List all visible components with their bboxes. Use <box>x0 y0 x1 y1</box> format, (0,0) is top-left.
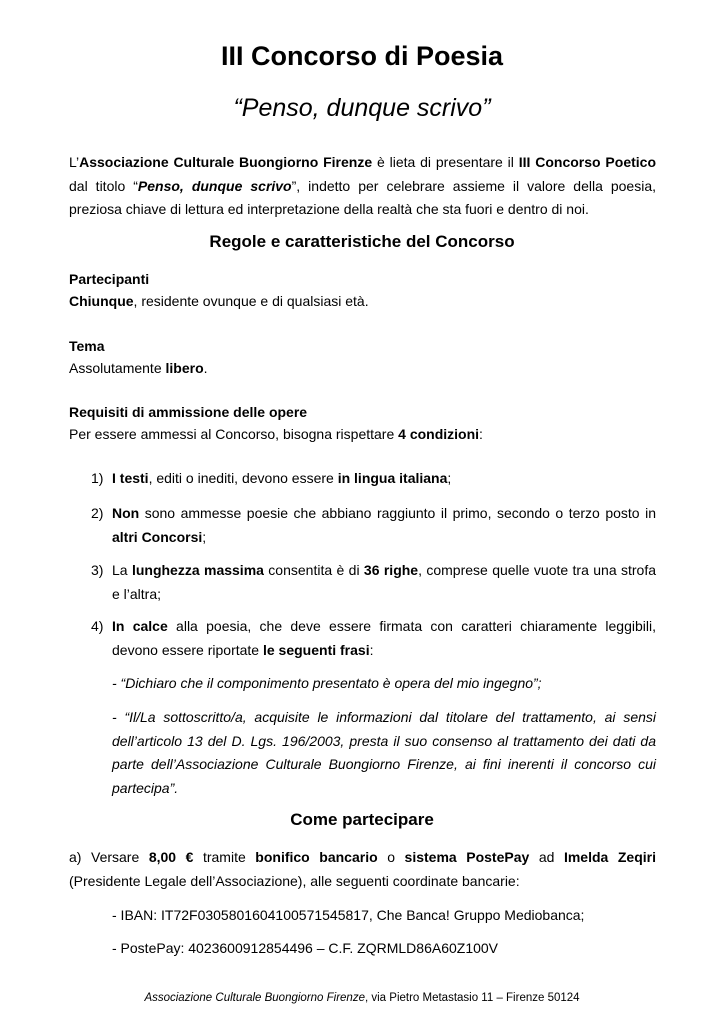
payment-recipient-name: Imelda Zeqiri <box>563 849 656 865</box>
condition-text: consentita è di <box>263 562 364 578</box>
partecipanti-heading: Partecipanti <box>69 271 150 287</box>
condition-text: , comprese quelle vuote tra una strofa e l’altra; <box>112 562 656 602</box>
tema-pre: Assolutamente <box>69 360 166 376</box>
tema-text <box>69 357 208 379</box>
condition-bold: in lingua italiana <box>337 470 448 486</box>
intro-motto: Penso, dunque scrivo <box>137 177 292 194</box>
payment-paragraph <box>69 846 656 893</box>
condition-text: , editi o inediti, devono essere <box>148 470 338 486</box>
payment-text: a) Versare <box>69 849 149 865</box>
condition-bold: In calce <box>112 618 168 634</box>
tema-post: . <box>203 360 208 376</box>
iban-line: - IBAN: IT72F0305801604100571545817, Che Banca! Gruppo Mediobanca; <box>112 907 585 923</box>
privacy-consent-quote: - “Il/La sottoscritto/a, acquisite le informazioni dal titolare del trattamento, ai sensi dell’articolo 13 del D. Lgs. 196/2003, presta il suo consenso al trattamento dei dati da parte dell’Associazione Culturale Buongiorno Firenze, ai fini inerenti il concorso cui partecipa”. <box>112 709 656 796</box>
condition-text: ; <box>447 470 452 486</box>
intro-paragraph <box>69 151 656 222</box>
payment-method-bank: bonifico bancario <box>255 849 378 865</box>
condition-number: 1) <box>91 470 104 486</box>
condition-text: alla poesia, che deve essere firmata con caratteri chiaramente leggibili, devono essere riportate <box>112 618 657 658</box>
payment-text: tramite <box>193 849 256 865</box>
condition-text: ; <box>202 528 207 545</box>
intro-contest-name: III Concorso Poetico <box>518 154 656 170</box>
requisiti-heading: Requisiti di ammissione delle opere <box>69 404 308 420</box>
postepay-line: - PostePay: 4023600912854496 – C.F. ZQRMLD86A60Z100V <box>112 940 499 956</box>
requisiti-bold: 4 condizioni <box>398 426 480 442</box>
page-subtitle: “Penso, dunque scrivo” <box>233 94 491 122</box>
condition-number: 4) <box>91 618 104 634</box>
payment-text: ad <box>529 849 564 865</box>
condition-item <box>91 502 656 549</box>
tema-heading: Tema <box>69 338 105 354</box>
condition-number: 3) <box>91 562 104 578</box>
condition-bold: 36 righe <box>363 562 419 578</box>
condition-bold: I testi <box>112 470 149 486</box>
come-partecipare-heading: Come partecipare <box>290 810 434 829</box>
condition-number: 2) <box>91 505 104 521</box>
partecipanti-rest: , residente ovunque e di qualsiasi età. <box>133 293 369 309</box>
page-footer <box>0 990 724 1006</box>
payment-text: o <box>377 849 405 865</box>
condition-text: La <box>112 562 132 578</box>
condition-bold: Non <box>112 505 140 521</box>
tema-bold: libero <box>165 360 204 376</box>
condition-bold: le seguenti frasi <box>262 641 370 658</box>
intro-text: L’ <box>69 154 80 170</box>
intro-association-name: Associazione Culturale Buongiorno Firenze <box>79 154 373 170</box>
condition-bold: lunghezza massima <box>131 562 264 578</box>
condition-text: : <box>369 641 374 658</box>
footer-association-name: Associazione Culturale Buongiorno Firenze <box>144 992 365 1004</box>
condition-bold: altri Concorsi <box>112 528 203 545</box>
rules-heading: Regole e caratteristiche del Concorso <box>209 232 515 251</box>
payment-amount: 8,00 € <box>148 849 194 865</box>
requisiti-pre: Per essere ammessi al Concorso, bisogna rispettare <box>69 426 399 442</box>
requisiti-post: : <box>479 426 483 442</box>
payment-text: (Presidente Legale dell’Associazione), alle seguenti coordinate bancarie: <box>69 872 520 889</box>
intro-text: ”, indetto per celebrare assieme il valore della poesia, preziosa chiave di lettura ed interpretazione della realtà che sta fuori e dentro di noi. <box>69 177 656 217</box>
requisiti-text <box>69 423 483 445</box>
intro-text: è lieta di presentare il <box>372 154 519 170</box>
condition-item <box>91 559 656 606</box>
declaration-quote: - “Dichiaro che il componimento presentato è opera del mio ingegno”; <box>112 675 542 691</box>
condition-item <box>91 467 656 491</box>
footer-address: , via Pietro Metastasio 11 – Firenze 50124 <box>364 992 580 1004</box>
partecipanti-bold: Chiunque <box>69 293 134 309</box>
partecipanti-text <box>69 290 369 312</box>
condition-item <box>91 615 656 662</box>
payment-method-postepay: sistema PostePay <box>404 849 530 865</box>
condition-text: sono ammesse poesie che abbiano raggiunto il primo, secondo o terzo posto in <box>139 505 656 521</box>
page-title: III Concorso di Poesia <box>220 41 504 71</box>
intro-text: dal titolo “ <box>69 177 138 194</box>
